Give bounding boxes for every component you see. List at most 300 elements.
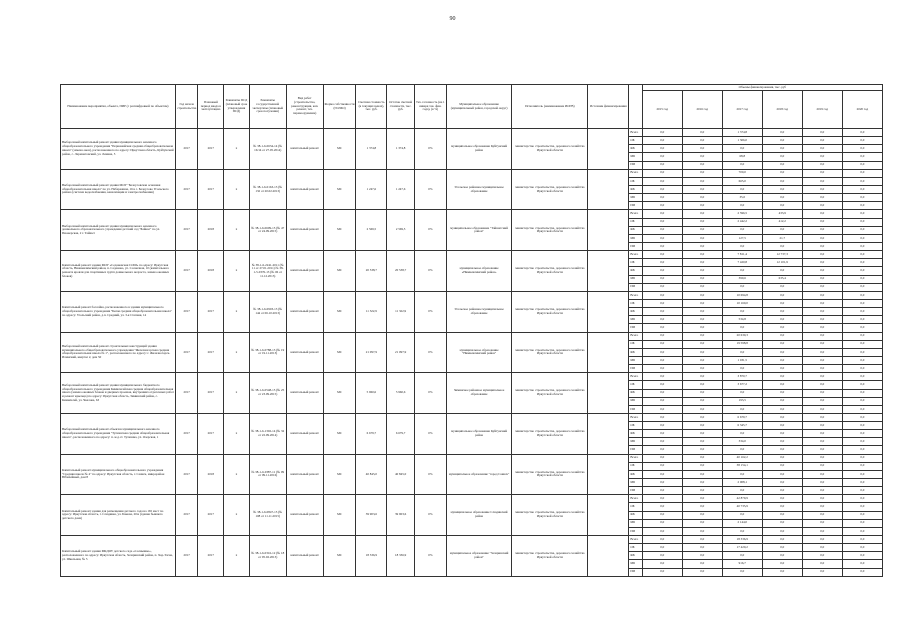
year-header: 2018 год xyxy=(762,91,802,129)
amount-cell: 0,0 xyxy=(802,218,842,226)
col-header: Муниципальное образование (муниципальный район, городской округ) xyxy=(446,85,512,129)
amount-cell: 0,0 xyxy=(842,251,882,259)
amount-cell: 0,0 xyxy=(642,495,682,503)
amount-cell: 0,0 xyxy=(842,413,882,421)
executor-cell: министерство строительства, дорожного хозяйства Иркутской области xyxy=(512,291,588,332)
fund-code: ИИ xyxy=(629,202,642,210)
amount-cell: 0,0 xyxy=(802,365,842,373)
amount-cell: 0,0 xyxy=(682,194,722,202)
amount-cell: 0,0 xyxy=(842,210,882,218)
amount-cell: 0,0 xyxy=(642,340,682,348)
amount-cell: 0,0 xyxy=(802,316,842,324)
amount-cell: 12 737,3 xyxy=(762,251,802,259)
table-row xyxy=(61,413,883,421)
amount-cell: 0,0 xyxy=(802,177,842,185)
amount-cell: 0,0 xyxy=(842,145,882,153)
amount-cell: 17 420,2 xyxy=(722,544,762,552)
col-header: Форма собственности (ГО/МО) xyxy=(323,85,356,129)
amount-cell: 0,0 xyxy=(802,275,842,283)
amount-cell: 0,0 xyxy=(842,544,882,552)
amount-cell: 0,0 xyxy=(842,324,882,332)
amount-cell: 18 336,9 xyxy=(722,536,762,544)
amount-cell: 0,0 xyxy=(682,462,722,470)
fund-code: МБ xyxy=(629,438,642,446)
amount-cell: 0,0 xyxy=(802,527,842,535)
fund-code: ИИ xyxy=(629,324,642,332)
amount-cell: 0,0 xyxy=(642,234,682,242)
cost-cell: 18 336,9 xyxy=(356,536,387,577)
amount-cell: 0,0 xyxy=(762,381,802,389)
amount-cell: 0,0 xyxy=(682,438,722,446)
amount-cell: 0,0 xyxy=(682,161,722,169)
amount-cell: 0,0 xyxy=(722,267,762,275)
amount-cell: 0,0 xyxy=(682,422,722,430)
amount-cell: 0,0 xyxy=(642,365,682,373)
amount-cell: 0,0 xyxy=(762,422,802,430)
amount-cell: 0,0 xyxy=(802,568,842,576)
source-cell xyxy=(588,536,629,577)
col-header: Источник финансирования xyxy=(588,85,629,129)
fund-code: ОБ xyxy=(629,544,642,552)
amount-cell: 0,0 xyxy=(642,462,682,470)
table-row xyxy=(61,536,883,544)
amount-cell: 0,0 xyxy=(682,259,722,267)
amount-cell: 0,0 xyxy=(762,568,802,576)
amount-cell: 0,0 xyxy=(762,405,802,413)
amount-cell: 0,0 xyxy=(842,340,882,348)
amount-cell: 0,0 xyxy=(802,487,842,495)
amount-cell: 0,0 xyxy=(842,527,882,535)
amount-cell: 0,0 xyxy=(682,430,722,438)
amount-cell: 0,0 xyxy=(762,169,802,177)
amount-cell: 0,0 xyxy=(762,519,802,527)
amount-cell: 0,0 xyxy=(642,438,682,446)
fund-code: ФБ xyxy=(629,552,642,560)
object-name-cell: Выборочный капитальный ремонт здания муниципального бюджетного общеобразовательного учреждения Кимильтейская средняя общеобразовательная школа (замена оконных блоков и дверных проемов, внутренних отделочных работ и ремонт крыльца) по адресу: Иркутская область, Зиминский район, с. Кимильтей, ул. Чкалова, 63 xyxy=(61,373,176,414)
executor-cell: министерство строительства, дорожного хозяйства Иркутской области xyxy=(512,373,588,414)
period-cell: 2017 xyxy=(198,413,224,454)
cost-cell: 20 538,7 xyxy=(356,251,387,292)
fund-code: ФБ xyxy=(629,185,642,193)
amount-cell: 0,0 xyxy=(762,413,802,421)
amount-cell: 0,0 xyxy=(842,308,882,316)
amount-cell: 0,0 xyxy=(802,446,842,454)
amount-cell: 0,0 xyxy=(642,552,682,560)
table-row xyxy=(61,169,883,177)
cost-cell: 40 845,0 xyxy=(356,454,387,495)
ownership-cell: МС xyxy=(323,169,356,210)
amount-cell: 0,0 xyxy=(802,544,842,552)
amount-cell: 0,0 xyxy=(722,511,762,519)
start-year-cell: 2017 xyxy=(175,413,198,454)
object-name-cell: Выборочный капитальный ремонт строительных конструкций здания муниципального общеобразовательного учреждения "Железногорская средняя общеобразовательная школа № 1", расположенного по адресу: г. Железногорск-Илимский, квартал 2, дом 50 xyxy=(61,332,176,373)
cost-cell: 2 569,5 xyxy=(356,210,387,251)
amount-cell: 0,0 xyxy=(802,438,842,446)
amount-cell: 0,0 xyxy=(802,137,842,145)
ownership-cell: МС xyxy=(323,332,356,373)
amount-cell: 0,0 xyxy=(722,226,762,234)
amount-cell: 0,0 xyxy=(802,430,842,438)
amount-cell: 0,0 xyxy=(682,275,722,283)
amount-cell: 0,0 xyxy=(842,365,882,373)
amount-cell: 0,0 xyxy=(802,299,842,307)
col-header: Наименование мероприятия, объекта, ПИР (с расшифровкой по объектам) xyxy=(61,85,176,129)
table-row xyxy=(61,291,883,299)
rest-cost-cell: 40 845,0 xyxy=(387,454,415,495)
amount-cell: 0,0 xyxy=(642,275,682,283)
fund-code: ФБ xyxy=(629,348,642,356)
amount-cell: 916,7 xyxy=(722,560,762,568)
amount-cell: 0,0 xyxy=(682,511,722,519)
expertise-cell: № 38-1-6-2241-2011 (№ 11 от 27.01.2011) № 38-1-5-0376-13 (№ 06 от 11.12.2013) xyxy=(249,251,286,292)
amount-cell: 0,0 xyxy=(642,527,682,535)
rest-cost-cell: 11 322,9 xyxy=(387,291,415,332)
rest-cost-cell: 20 538,7 xyxy=(387,251,415,292)
amount-cell: 0,0 xyxy=(762,438,802,446)
amount-cell: 0,0 xyxy=(802,129,842,137)
executor-cell: министерство строительства, дорожного хозяйства Иркутской области xyxy=(512,210,588,251)
amount-cell: 0,0 xyxy=(762,356,802,364)
amount-cell: 0,0 xyxy=(802,462,842,470)
expertise-cell: № 38-1-6-0634-14 (№ 16/14 от 27.05.2014) xyxy=(249,129,286,170)
amount-cell: 0,0 xyxy=(642,316,682,324)
amount-cell: 0,0 xyxy=(762,291,802,299)
amount-cell: 0,0 xyxy=(802,552,842,560)
amount-cell: 7 420,8 xyxy=(722,259,762,267)
amount-cell: 0,0 xyxy=(842,503,882,511)
amount-cell: 3 870,7 xyxy=(722,373,762,381)
fund-code: МБ xyxy=(629,397,642,405)
amount-cell: 0,0 xyxy=(762,324,802,332)
readiness-cell: 0% xyxy=(414,169,446,210)
amount-cell: 6 679,7 xyxy=(722,413,762,421)
fund-code: ОБ xyxy=(629,259,642,267)
amount-cell: 0,0 xyxy=(802,202,842,210)
psd-cell: x xyxy=(224,413,250,454)
amount-cell: 0,0 xyxy=(802,259,842,267)
psd-cell: x xyxy=(224,251,250,292)
amount-cell: 0,0 xyxy=(642,242,682,250)
psd-cell: x xyxy=(224,495,250,536)
cost-cell: 1 247,6 xyxy=(356,169,387,210)
amount-cell: 0,0 xyxy=(682,413,722,421)
amount-cell: 0,0 xyxy=(842,129,882,137)
ownership-cell: МС xyxy=(323,495,356,536)
period-cell: 2018 xyxy=(198,251,224,292)
amount-cell: 0,0 xyxy=(762,348,802,356)
table-row xyxy=(61,495,883,503)
amount-cell: 0,0 xyxy=(802,422,842,430)
amount-cell: 0,0 xyxy=(642,332,682,340)
fund-code: ИИ xyxy=(629,283,642,291)
amount-cell: 10 160,0 xyxy=(722,299,762,307)
amount-cell: 40 735,9 xyxy=(722,503,762,511)
amount-cell: 0,0 xyxy=(762,153,802,161)
ownership-cell: МС xyxy=(323,251,356,292)
fund-code: ФБ xyxy=(629,226,642,234)
work-type-cell: капитальный ремонт xyxy=(286,210,323,251)
amount-cell: 0,0 xyxy=(642,185,682,193)
amount-cell: 0,0 xyxy=(842,462,882,470)
amount-cell: 0,0 xyxy=(842,430,882,438)
amount-cell: 0,0 xyxy=(802,413,842,421)
amount-cell: 0,0 xyxy=(842,299,882,307)
psd-cell: x xyxy=(224,169,250,210)
amount-cell: 0,0 xyxy=(682,487,722,495)
col-header: Исполнитель (наименование ИОГВ) xyxy=(512,85,588,129)
col-header: Вид работ (строительство, реконструкция, кап. ремонт, тех. перевооружение) xyxy=(286,85,323,129)
amount-cell: 0,0 xyxy=(682,381,722,389)
amount-cell: 0,0 xyxy=(802,145,842,153)
amount-cell: 0,0 xyxy=(842,373,882,381)
amount-cell: 0,0 xyxy=(642,299,682,307)
amount-cell: 0,0 xyxy=(802,332,842,340)
amount-cell: 0,0 xyxy=(762,470,802,478)
amount-cell: 0,0 xyxy=(642,129,682,137)
amount-cell: 0,0 xyxy=(802,251,842,259)
executor-cell: министерство строительства, дорожного хозяйства Иркутской области xyxy=(512,536,588,577)
fund-code: ФБ xyxy=(629,308,642,316)
amount-cell: 0,0 xyxy=(642,430,682,438)
amount-cell: 0,0 xyxy=(682,129,722,137)
amount-cell: 1 031,5 xyxy=(722,356,762,364)
work-type-cell: капитальный ремонт xyxy=(286,129,323,170)
amount-cell: 0,0 xyxy=(762,308,802,316)
amount-cell: 0,0 xyxy=(842,226,882,234)
fund-code: Всего xyxy=(629,454,642,462)
amount-cell: 0,0 xyxy=(802,267,842,275)
amount-cell: 0,0 xyxy=(642,479,682,487)
municipality-cell: муниципальное образование Слюдянский район xyxy=(446,495,512,536)
object-name-cell: Капитальный ремонт здания для размещения детского сада на 165 мест по адресу: Иркутская область, г. Слюдянка, ул. Бажова, 20А (здание бывшего детского дома) xyxy=(61,495,176,536)
amount-cell: 10 694,8 xyxy=(722,291,762,299)
expertise-cell: № 38-1-6-0903-13 (№ 144 от 06.10.2013) xyxy=(249,291,286,332)
amount-cell: 0,0 xyxy=(762,194,802,202)
amount-cell: 0,0 xyxy=(802,226,842,234)
amount-cell: 0,0 xyxy=(802,356,842,364)
municipality-cell: муниципальное образование Куйтунский район xyxy=(446,413,512,454)
amount-cell: 0,0 xyxy=(842,194,882,202)
amount-cell: 0,0 xyxy=(682,544,722,552)
amount-cell: 0,0 xyxy=(762,129,802,137)
amount-cell: 0,0 xyxy=(642,503,682,511)
psd-cell: x xyxy=(224,129,250,170)
amount-cell: 0,0 xyxy=(682,356,722,364)
amount-cell: 0,0 xyxy=(802,479,842,487)
amount-cell: 0,0 xyxy=(682,389,722,397)
period-cell: 2017 xyxy=(198,129,224,170)
amount-cell: 0,0 xyxy=(762,283,802,291)
amount-cell: 38 154,1 xyxy=(722,462,762,470)
psd-cell: x xyxy=(224,291,250,332)
amount-cell: 0,0 xyxy=(842,511,882,519)
amount-cell: 42 879,9 xyxy=(722,495,762,503)
amount-cell: 127,5 xyxy=(722,234,762,242)
fund-code: Всего xyxy=(629,373,642,381)
fund-code: ИИ xyxy=(629,568,642,576)
source-cell xyxy=(588,169,629,210)
amount-cell: 700,0 xyxy=(722,169,762,177)
source-cell xyxy=(588,129,629,170)
amount-cell: 0,0 xyxy=(682,568,722,576)
amount-cell: 0,0 xyxy=(722,430,762,438)
amount-cell: 0,0 xyxy=(642,291,682,299)
cost-cell: 5 960,6 xyxy=(356,373,387,414)
amount-cell: 0,0 xyxy=(642,210,682,218)
table-row xyxy=(61,251,883,259)
amount-cell: 0,0 xyxy=(722,202,762,210)
start-year-cell: 2017 xyxy=(175,373,198,414)
amount-cell: 0,0 xyxy=(642,251,682,259)
start-year-cell: 2017 xyxy=(175,454,198,495)
amount-cell: 0,0 xyxy=(682,519,722,527)
source-cell xyxy=(588,373,629,414)
amount-cell: 0,0 xyxy=(802,454,842,462)
amount-cell: 0,0 xyxy=(762,552,802,560)
fund-code: Всего xyxy=(629,291,642,299)
amount-cell: 0,0 xyxy=(762,487,802,495)
amount-cell: 0,0 xyxy=(722,487,762,495)
fund-code: МБ xyxy=(629,194,642,202)
fund-code: ОБ xyxy=(629,462,642,470)
col-header: Год начала строительства xyxy=(175,85,198,129)
fund-code: ФБ xyxy=(629,430,642,438)
amount-cell: 0,0 xyxy=(642,446,682,454)
fund-code: МБ xyxy=(629,153,642,161)
readiness-cell: 0% xyxy=(414,495,446,536)
object-name-cell: Выборочный капитальный ремонт здания МОУ "Белоусовская основная общеобразовательная школа" по ул. Набережная, 16 в с. Белоусово Усольского района (система водоснабжения, канализации и электроснабжения) xyxy=(61,169,176,210)
amount-cell: 2 008,1 xyxy=(722,479,762,487)
amount-cell: 12 101,9 xyxy=(762,259,802,267)
amount-cell: 0,0 xyxy=(762,454,802,462)
amount-cell: 0,0 xyxy=(762,397,802,405)
amount-cell: 0,0 xyxy=(842,283,882,291)
fund-code: Всего xyxy=(629,210,642,218)
cost-cell: 11 322,9 xyxy=(356,291,387,332)
year-header: 2017 год xyxy=(722,91,762,129)
object-name-cell: Выборочный капитальный ремонт здания муниципального казенного общеобразовательного учреждения "Первомайская средняя общеобразовательная школа" (замена окон), расположенного по адресу: Иркутская область, Куйтунский район, с. Лермонтовский, ул. Ленина, 5 xyxy=(61,129,176,170)
amount-cell: 0,0 xyxy=(682,185,722,193)
municipality-cell: Зиминское районное муниципальное образование xyxy=(446,373,512,414)
amount-cell: 0,0 xyxy=(842,536,882,544)
amount-cell: 0,0 xyxy=(762,137,802,145)
expertise-cell: № 38-1-6-1302-14 (№ 32 от 22.09.2014) xyxy=(249,413,286,454)
amount-cell: 0,0 xyxy=(642,422,682,430)
table-row xyxy=(61,332,883,340)
amount-cell: 20 630,3 xyxy=(722,332,762,340)
fund-code: ИИ xyxy=(629,405,642,413)
amount-cell: 0,0 xyxy=(682,479,722,487)
municipality-cell: муниципальное образование "Тайшетский район" xyxy=(446,210,512,251)
amount-cell: 412,2 xyxy=(762,218,802,226)
amount-cell: 0,0 xyxy=(682,495,722,503)
amount-cell: 0,0 xyxy=(642,511,682,519)
work-type-cell: капитальный ремонт xyxy=(286,413,323,454)
amount-cell: 0,0 xyxy=(682,536,722,544)
fund-code: ИИ xyxy=(629,446,642,454)
source-cell xyxy=(588,332,629,373)
source-cell xyxy=(588,454,629,495)
amount-cell: 0,0 xyxy=(842,348,882,356)
fund-code: МБ xyxy=(629,356,642,364)
period-cell: 2017 xyxy=(198,291,224,332)
readiness-cell: 0% xyxy=(414,291,446,332)
amount-cell: 0,0 xyxy=(722,145,762,153)
col-header: Реквизиты государственной экспертизы (плановый срок получения) xyxy=(249,85,286,129)
amount-cell: 0,0 xyxy=(802,397,842,405)
amount-cell: 0,0 xyxy=(682,234,722,242)
executor-cell: министерство строительства, дорожного хозяйства Иркутской области xyxy=(512,332,588,373)
ownership-cell: МС xyxy=(323,413,356,454)
amount-cell: 0,0 xyxy=(802,348,842,356)
municipality-cell: муниципальное образование "Нижнеилимский район" xyxy=(446,332,512,373)
amount-cell: 0,0 xyxy=(682,299,722,307)
table-body xyxy=(61,129,883,577)
fund-code: Всего xyxy=(629,495,642,503)
amount-cell: 0,0 xyxy=(762,462,802,470)
amount-cell: 0,0 xyxy=(682,308,722,316)
amount-cell: 534,8 xyxy=(722,316,762,324)
period-cell: 2017 xyxy=(198,169,224,210)
amount-cell: 0,0 xyxy=(802,169,842,177)
period-cell: 2018 xyxy=(198,210,224,251)
amount-cell: 0,0 xyxy=(682,145,722,153)
readiness-cell: 0% xyxy=(414,129,446,170)
amount-cell: 0,0 xyxy=(842,470,882,478)
psd-cell: x xyxy=(224,210,250,251)
amount-cell: 0,0 xyxy=(762,430,802,438)
ownership-cell: МС xyxy=(323,291,356,332)
amount-cell: 6 345,7 xyxy=(722,422,762,430)
ownership-cell: МС xyxy=(323,129,356,170)
rest-cost-cell: 1 247,6 xyxy=(387,169,415,210)
amount-cell: 0,0 xyxy=(642,373,682,381)
amount-cell: 0,0 xyxy=(802,519,842,527)
amount-cell: 0,0 xyxy=(722,552,762,560)
expertise-cell: № 38-1-6-0788-13 (№ 19 от 19.11.2013) xyxy=(249,332,286,373)
start-year-cell: 2017 xyxy=(175,251,198,292)
amount-cell: 0,0 xyxy=(642,308,682,316)
amount-cell: 0,0 xyxy=(842,153,882,161)
amount-cell: 21,7 xyxy=(762,234,802,242)
col-header-code xyxy=(629,85,642,129)
start-year-cell: 2017 xyxy=(175,129,198,170)
amount-cell: 0,0 xyxy=(762,242,802,250)
municipality-cell: муниципальное образование «Нижнеилимский район» xyxy=(446,251,512,292)
source-cell xyxy=(588,413,629,454)
amount-cell: 0,0 xyxy=(802,373,842,381)
table-row xyxy=(61,210,883,218)
amount-cell: 0,0 xyxy=(682,251,722,259)
amount-cell: 0,0 xyxy=(642,397,682,405)
amount-cell: 0,0 xyxy=(682,552,722,560)
amount-cell: 0,0 xyxy=(682,324,722,332)
expertise-cell: № 38-1-6-0163-13 (№ 132 от 20.02.2013) xyxy=(249,169,286,210)
start-year-cell: 2017 xyxy=(175,169,198,210)
amount-cell: 0,0 xyxy=(642,153,682,161)
amount-cell: 0,0 xyxy=(842,259,882,267)
amount-cell: 0,0 xyxy=(642,405,682,413)
work-type-cell: капитальный ремонт xyxy=(286,169,323,210)
amount-cell: 0,0 xyxy=(682,210,722,218)
amount-cell: 0,0 xyxy=(682,397,722,405)
amount-cell: 0,0 xyxy=(802,153,842,161)
table-row xyxy=(61,454,883,462)
amount-cell: 0,0 xyxy=(642,544,682,552)
work-type-cell: капитальный ремонт xyxy=(286,251,323,292)
amount-cell: 0,0 xyxy=(642,560,682,568)
fund-code: ИИ xyxy=(629,242,642,250)
